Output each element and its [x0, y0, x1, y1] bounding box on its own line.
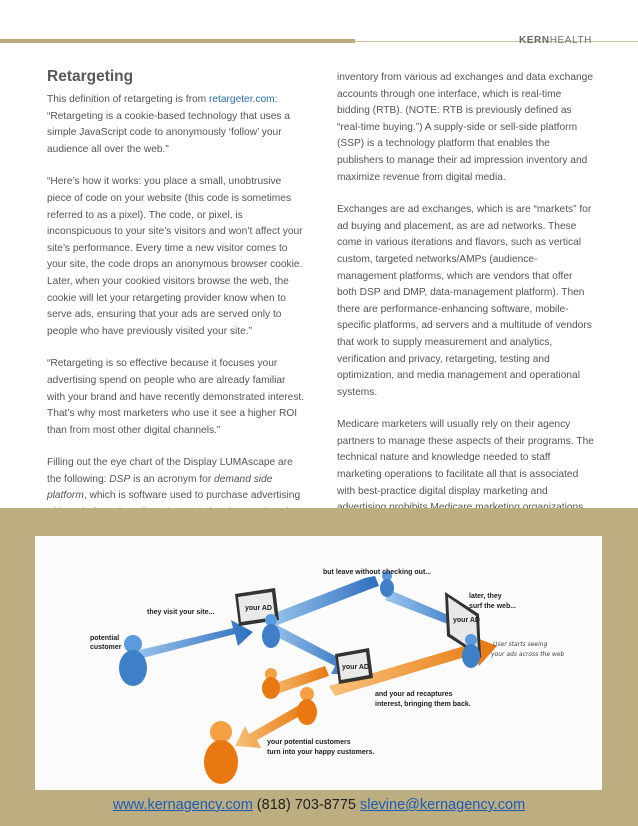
paragraph-exchanges: Exchanges are ad exchanges, which is are “markets” for ad buying and placement, as are ad networks. These come in various iterations and flavors, such as vertical custom, targeted networks/AMPs (audience-management platforms, which are vendors that offer both DSP and DMP, data-management platform). Then there are performance-enhancing software, mobile-specific platforms, ad servers and a multitude of vendors that work to supply measurement and analytics, verification and privacy, retargeting, testing and optimization, and media management and operational systems. — [337, 204, 592, 398]
screen-label-2: your AD — [453, 617, 480, 624]
phone-number: (818) 703-8775 — [252, 797, 360, 813]
person-orange-2 — [297, 687, 317, 725]
caption-user-2: your ads across the web — [491, 651, 565, 658]
email-link[interactable]: slevine@kernagency.com — [360, 797, 526, 813]
screen-return — [335, 648, 373, 684]
paragraph-rtb: inventory from various ad exchanges and data exchange accounts through one interface, which is real-time bidding (RTB). (NOTE: RTB is previously defined as “real-time buying.”) A supply-side or sell-side platform (SSP) is a technology platform that enables the publishers to manage their ad impression inventory and maximize revenue from digital media. — [337, 72, 593, 183]
person-blue-1 — [119, 635, 147, 686]
caption-visit: they visit your site... — [147, 609, 215, 616]
retargeting-diagram — [35, 536, 602, 790]
text: is an acronym for — [130, 473, 215, 485]
text: This definition of retargeting is from — [47, 94, 209, 105]
person-orange-1 — [262, 668, 280, 699]
person-orange-3 — [204, 721, 238, 784]
paragraph-definition — [47, 92, 305, 158]
text: Filling out the eye chart of the Display LUMAscape are the following: — [47, 457, 293, 485]
paragraph-medicare: Medicare marketers will usually rely on their agency partners to manage these aspects of their programs. The technical nature and knowledge needed to staff marketing operations to facilitate all that is associated with best-practice digital display marketing and — [337, 419, 594, 497]
header-rule — [0, 39, 355, 43]
retargeter-link[interactable]: retargeter.com — [208, 94, 275, 105]
brand-light: HEALTH — [549, 35, 592, 46]
text: , which is software used to purchase advertising — [83, 490, 301, 502]
header-rule-thin — [355, 41, 638, 42]
caption-happy-2: turn into your happy customers. — [267, 749, 375, 756]
section-title: Retargeting — [47, 68, 134, 85]
caption-leave: but leave without checking out... — [323, 569, 432, 576]
text: : “Retargeting is a cookie-based technology that uses a simple JavaScript code to anonymously ‘follow’ your audience all over the web.” — [47, 94, 290, 155]
caption-potential-2: customer — [90, 644, 122, 651]
caption-recapture-1: and your ad recaptures — [375, 691, 453, 698]
caption-user-1: User starts seeing — [493, 641, 548, 648]
brand-bold: KERN — [518, 35, 550, 46]
caption-potential-1: potential — [90, 635, 120, 642]
screen-label-1: your AD — [245, 605, 272, 612]
left-column — [47, 66, 305, 538]
blue-arrow-1 — [131, 620, 253, 660]
paragraph-effective: “Retargeting is so effective because it focuses your advertising spend on people who are already familiar with your brand and have recently demonstrated interest. That’s why most marketers who use it see a higher ROI than from most other digital channels.” — [47, 358, 305, 436]
caption-later-2: surf the web... — [469, 603, 517, 610]
brand-logo — [519, 35, 592, 46]
term-dsp-full: demand side platform — [47, 473, 273, 502]
caption-recapture-2: interest, bringing them back. — [375, 701, 471, 708]
paragraph-how-it-works: “Here’s how it works: you place a small, unobtrusive piece of code on your website (this code is sometimes referred to as a pixel). The code, or pixel, is inconspicuous to your site’s visitors and won’t affect your site’s performance. Every time a new visitor comes to your site, the code drops an anonymous browser cookie. Later, when your cookied visitors browse the web, the cookie will let your retargeting provider know when to serve ads, ensuring that your ads are served only to people who have previously visited your site.” — [47, 176, 303, 337]
right-column — [337, 70, 595, 566]
caption-later-1: later, they — [469, 593, 502, 600]
website-link[interactable]: www.kernagency.com — [112, 797, 253, 813]
caption-happy-1: your potential customers — [267, 739, 351, 746]
retargeting-illustration — [35, 536, 602, 790]
term-dsp: DSP — [109, 473, 131, 485]
screen-label-3: your AD — [342, 664, 369, 671]
blue-arrow-2 — [267, 576, 379, 626]
footer-contact — [0, 797, 638, 813]
